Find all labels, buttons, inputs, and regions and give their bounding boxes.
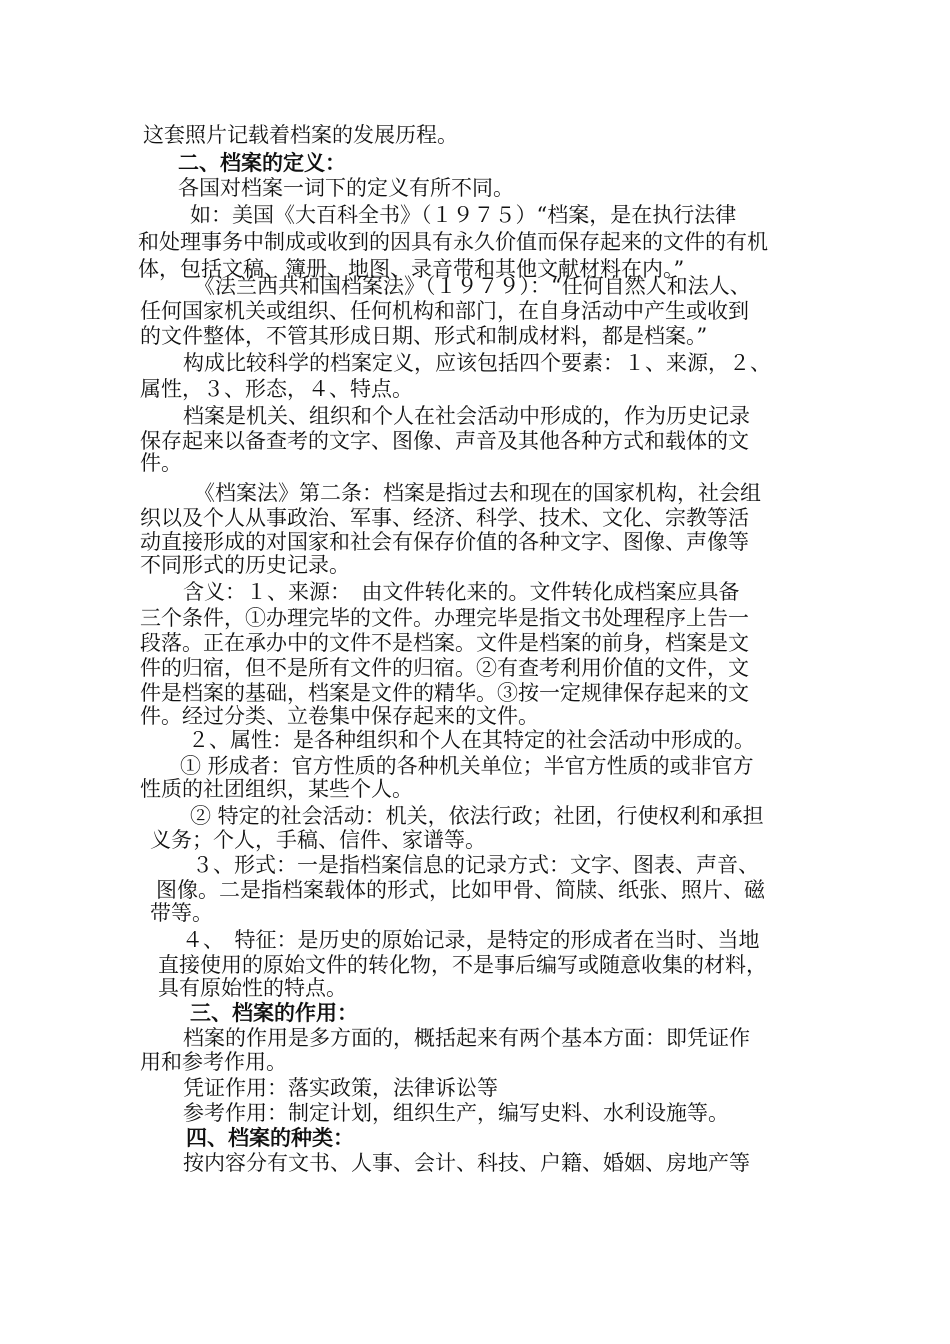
section-heading-types: 四、档案的种类： — [186, 1126, 354, 1150]
text-line: 和处理事务中制成或收到的因具有永久价值而保存起来的文件的有机 — [138, 230, 768, 254]
text-line: 凭证作用：落实政策，法律诉讼等 — [183, 1076, 498, 1100]
text-line: 不同形式的历史记录。 — [140, 553, 350, 577]
text-line: 直接使用的原始文件的转化物，不是事后编写或随意收集的材料， — [158, 953, 767, 977]
text-line: 体，包括文稿、簿册、地图、录音带和其他文献材料在内。” — [138, 257, 685, 281]
text-line: 动直接形成的对国家和社会有保存价值的各种文字、图像、声像等 — [140, 530, 749, 554]
text-line: 属性，３、形态，４、特点。 — [140, 377, 413, 401]
text-line: 参考作用：制定计划，组织生产，编写史料、水利设施等。 — [183, 1101, 729, 1125]
section-heading-function: 三、档案的作用： — [190, 1001, 358, 1025]
text-line: 图像。二是指档案载体的形式，比如甲骨、简牍、纸张、照片、磁 — [156, 878, 765, 902]
text-line: 织以及个人从事政治、军事、经济、科学、技术、文化、宗教等活 — [140, 506, 749, 530]
text-line: 保存起来以备查考的文字、图像、声音及其他各种方式和载体的文 — [140, 429, 749, 453]
text-line: 任何国家机关或组织、任何机构和部门，在自身活动中产生或收到 — [140, 299, 749, 323]
text-line: 各国对档案一词下的定义有所不同。 — [178, 176, 514, 200]
text-line: 带等。 — [150, 901, 213, 925]
text-line: 件是档案的基础，档案是文件的精华。③按一定规律保存起来的文 — [140, 681, 749, 705]
text-line: 《档案法》第二条：档案是指过去和现在的国家机构，社会组 — [194, 481, 761, 505]
text-line: 段落。正在承办中的文件不是档案。文件是档案的前身，档案是文 — [140, 631, 749, 655]
text-line: 按内容分有文书、人事、会计、科技、户籍、婚姻、房地产等 — [183, 1151, 750, 1175]
text-line: 件。经过分类、立卷集中保存起来的文件。 — [140, 704, 539, 728]
text-line: 档案是机关、组织和个人在社会活动中形成的，作为历史记录 — [183, 404, 750, 428]
text-line: 具有原始性的特点。 — [158, 976, 347, 1000]
text-line: 件的归宿，但不是所有文件的归宿。②有查考利用价值的文件，文 — [140, 656, 749, 680]
text-line: ② 特定的社会活动：机关，依法行政；社团，行使权利和承担 — [190, 804, 764, 828]
text-line: ４、 特征：是历史的原始记录，是特定的形成者在当时、当地 — [182, 928, 760, 952]
text-line: 件。 — [140, 451, 182, 475]
text-line: 含义：１、来源： 由文件转化来的。文件转化成档案应具备 — [183, 580, 740, 604]
text-line: 用和参考作用。 — [140, 1050, 287, 1074]
section-heading-definition: 二、档案的定义： — [178, 151, 346, 175]
text-line: ３、形式：一是指档案信息的记录方式：文字、图表、声音、 — [192, 853, 759, 877]
text-line: 《法兰西共和国档案法》（１９７９）：“任何自然人和法人、 — [194, 274, 751, 298]
text-line: 的文件整体，不管其形成日期、形式和制成材料，都是档案。” — [140, 324, 708, 348]
text-line: 义务；个人，手稿、信件、家谱等。 — [150, 828, 486, 852]
text-line: 如：美国《大百科全书》（１９７５）“档案，是在执行法律 — [190, 203, 737, 227]
text-line: ① 形成者：官方性质的各种机关单位；半官方性质的或非官方 — [180, 754, 754, 778]
text-line: 三个条件，①办理完毕的文件。办理完毕是指文书处理程序上告一 — [140, 606, 749, 630]
text-line: 性质的社团组织，某些个人。 — [140, 777, 413, 801]
text-line: ２、属性：是各种组织和个人在其特定的社会活动中形成的。 — [188, 728, 755, 752]
text-line: 这套照片记载着档案的发展历程。 — [143, 123, 458, 147]
text-line: 构成比较科学的档案定义，应该包括四个要素：１、来源，２、 — [183, 351, 771, 375]
text-line: 档案的作用是多方面的，概括起来有两个基本方面：即凭证作 — [183, 1026, 750, 1050]
